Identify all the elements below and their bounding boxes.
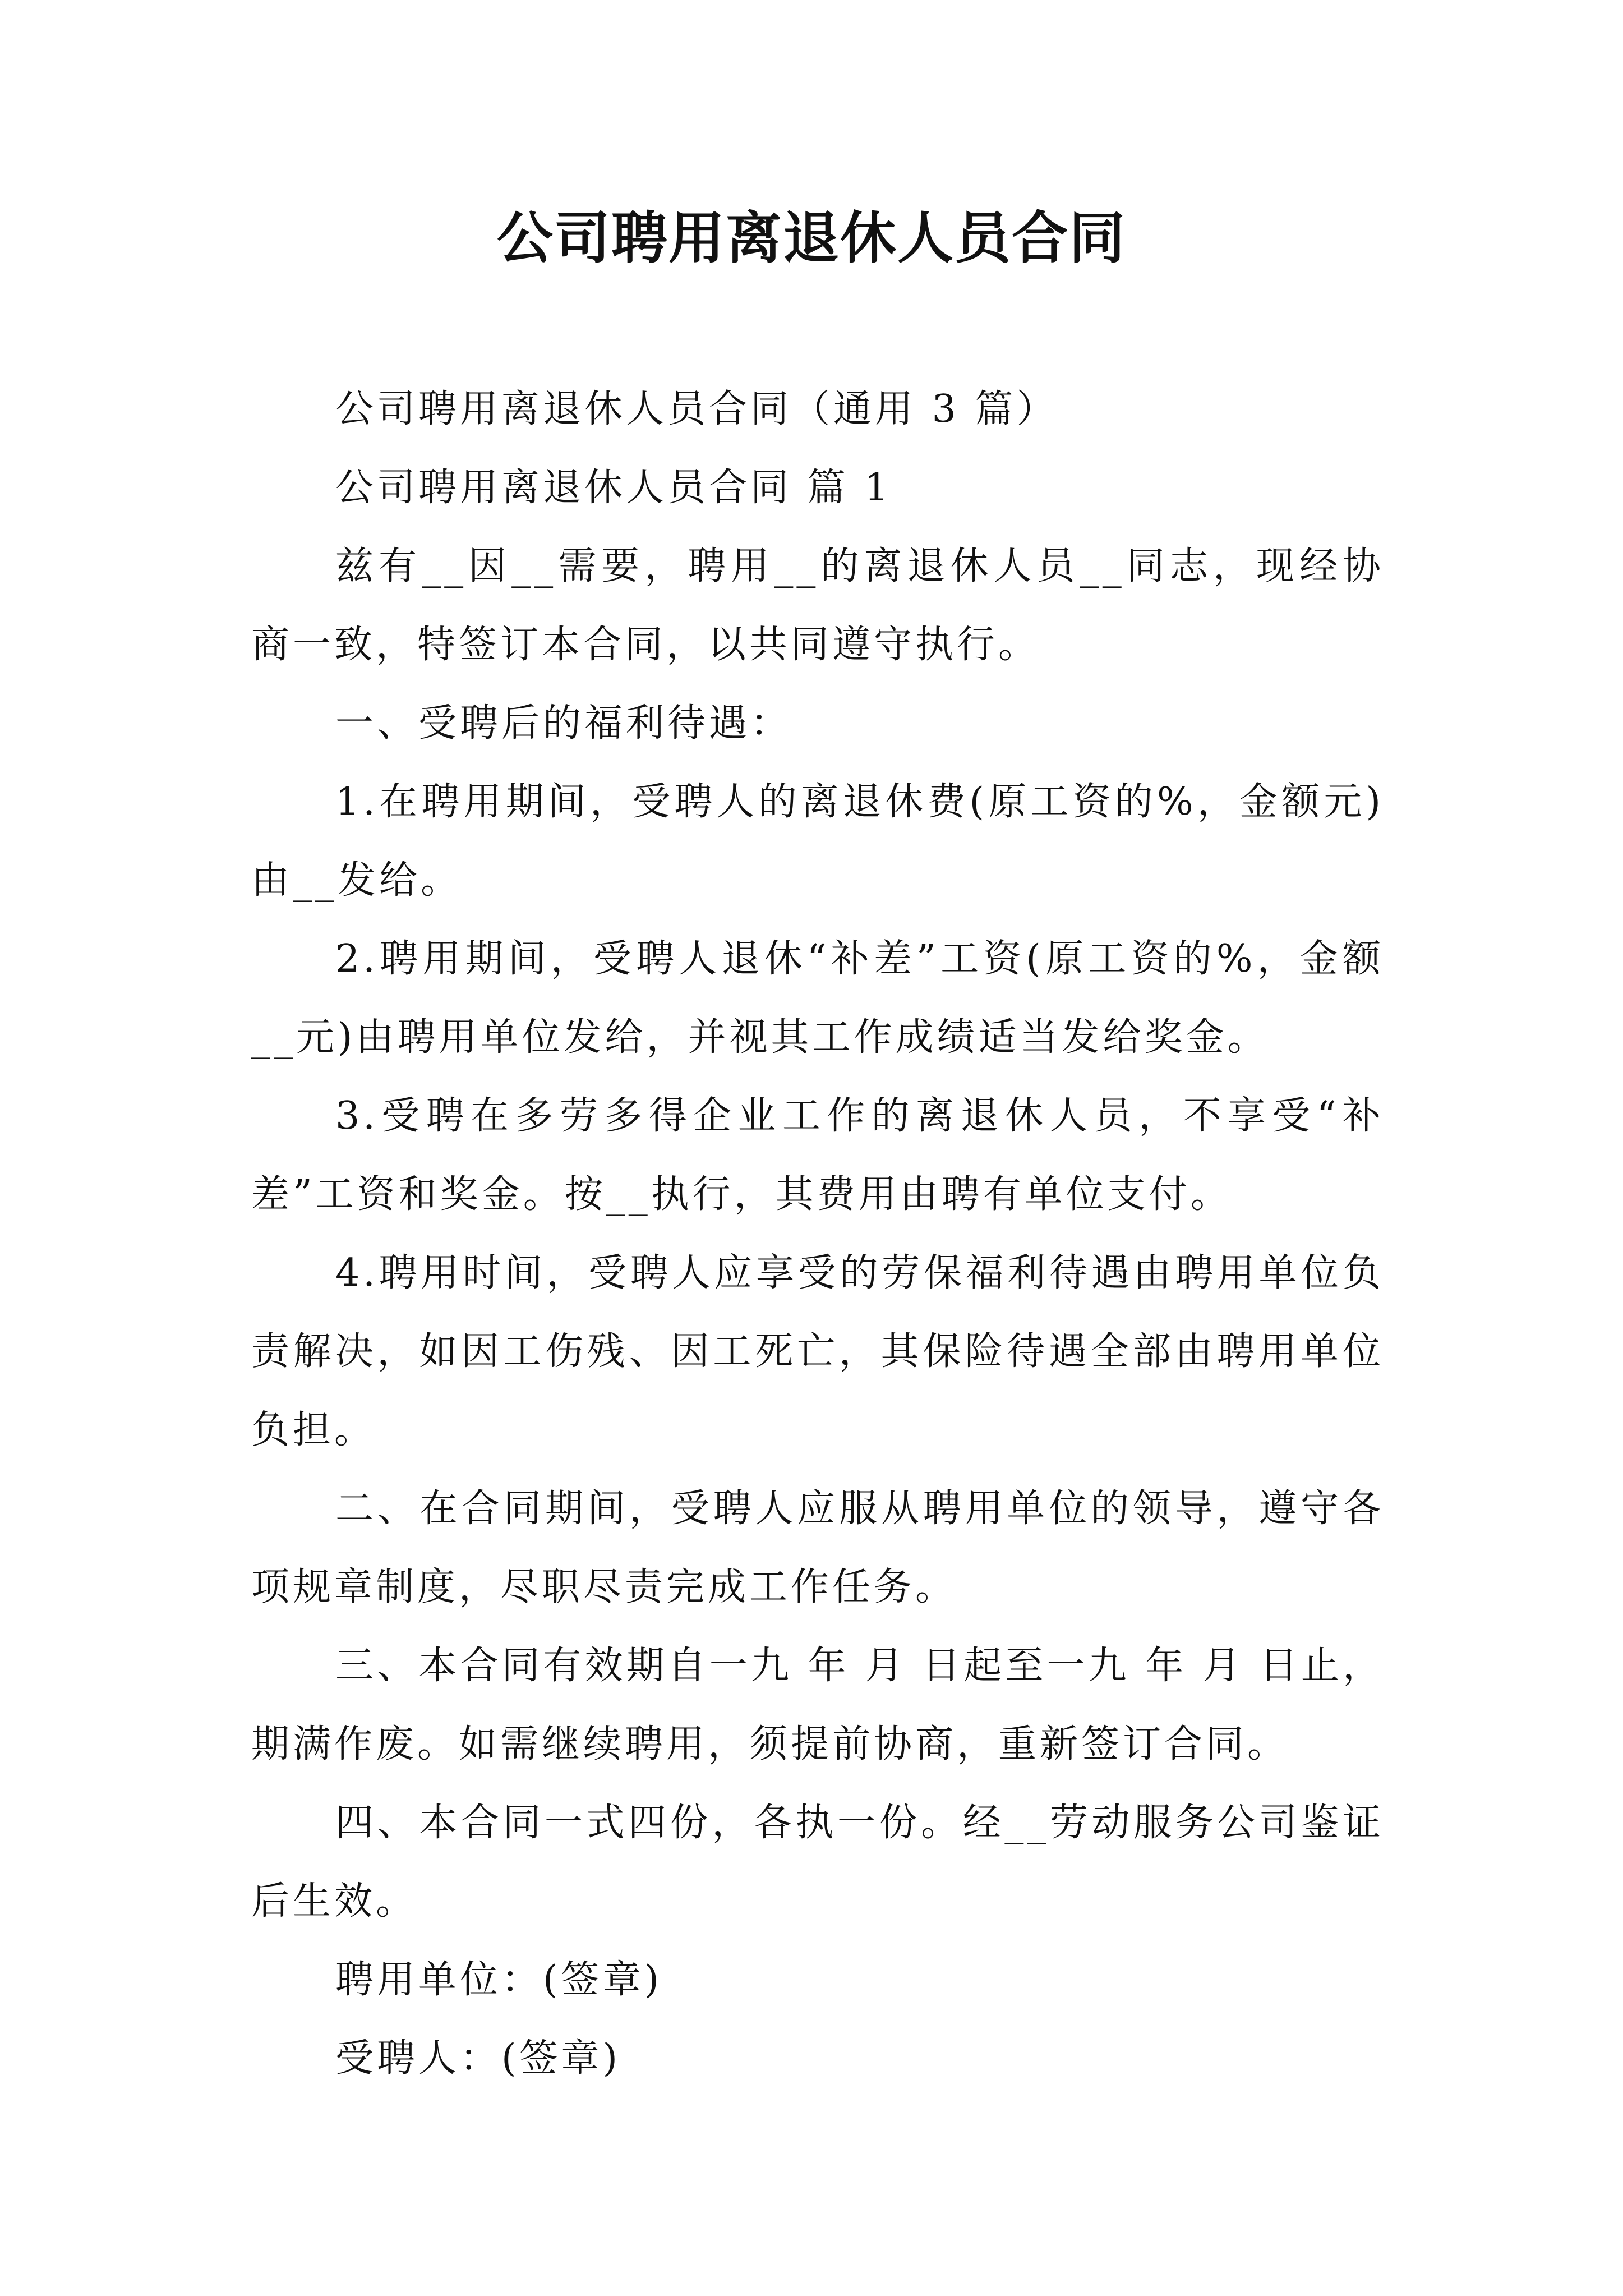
paragraph-section-heading: 公司聘用离退休人员合同 篇 1 [335,466,892,510]
signature-employer: 聘用单位：(签章) [335,1958,663,2002]
paragraph-clause-4: 四、本合同一式四份，各执一份。经__劳动服务公司鉴证后生效。 [251,1801,1384,1924]
paragraph-clause-3: 三、本合同有效期自一九 年 月 日起至一九 年 月 日止，期满作废。如需继续聘用，须提前协商，重新签订合同。 [251,1644,1384,1766]
signature-employee: 受聘人：(签章) [335,2036,621,2081]
paragraph-subtitle: 公司聘用离退休人员合同（通用 3 篇） [335,387,1058,431]
document-body [251,370,1384,2098]
paragraph-preamble: 兹有__因__需要，聘用__的离退休人员__同志，现经协商一致，特签订本合同，以共同遵守执行。 [251,544,1384,667]
document-title: 公司聘用离退休人员合同 [497,205,1126,271]
paragraph-clause-1-heading: 一、受聘后的福利待遇： [335,701,792,746]
paragraph-clause-1-item-2: 2.聘用期间，受聘人退休“补差”工资(原工资的%，金额__元)由聘用单位发给，并视其工作成绩适当发给奖金。 [251,937,1384,1060]
paragraph-clause-1-item-3: 3.受聘在多劳多得企业工作的离退休人员，不享受“补差”工资和奖金。按__执行，其费用由聘有单位支付。 [251,1094,1384,1217]
paragraph-clause-1-item-1: 1.在聘用期间，受聘人的离退休费(原工资的%，金额元)由__发给。 [251,780,1384,903]
paragraph-clause-1-item-4: 4.聘用时间，受聘人应享受的劳保福利待遇由聘用单位负责解决，如因工伤残、因工死亡，其保险待遇全部由聘用单位负担。 [251,1251,1384,1452]
paragraph-clause-2: 二、在合同期间，受聘人应服从聘用单位的领导，遵守各项规章制度，尽职尽责完成工作任务。 [251,1487,1384,1609]
